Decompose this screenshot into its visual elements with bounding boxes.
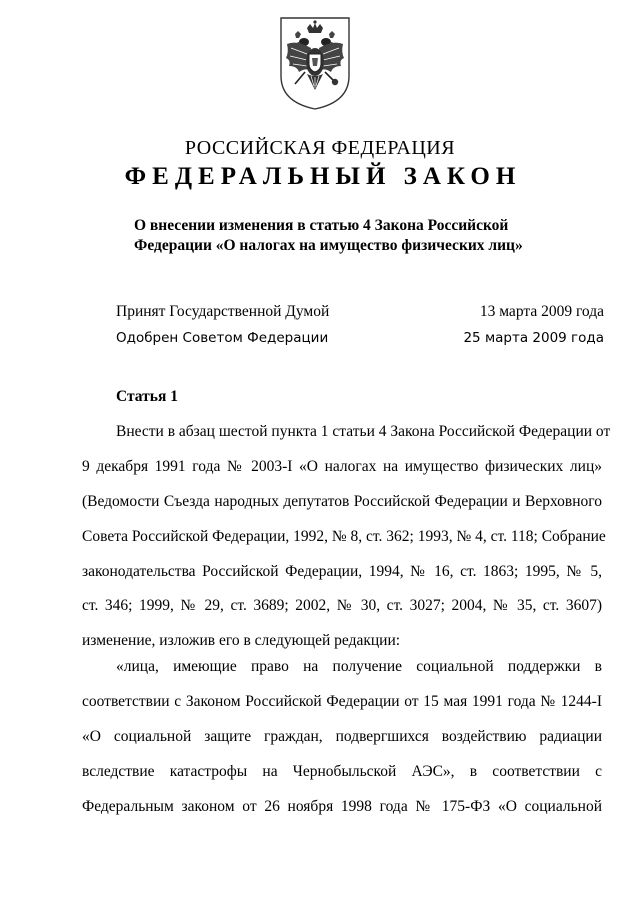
text-line: изменение, изложив его в следующей редакции: [82, 632, 401, 650]
article-paragraph-1 [82, 421, 611, 665]
text-line: Федеральным законом от 26 ноября 1998 года № 175-ФЗ «О социальной [82, 797, 602, 815]
text-line: 9 декабря 1991 года № 2003-I «О налогах на имущество физических лиц» [82, 457, 602, 475]
text-line: (Ведомости Съезда народных депутатов Российской Федерации и Верховного [82, 492, 602, 510]
country-heading: РОССИЙСКАЯ ФЕДЕРАЦИЯ [184, 137, 456, 159]
coat-of-arms-emblem [277, 14, 353, 112]
duma-label: Принят Государственной Думой [116, 303, 330, 320]
text-line: «лица, имеющие право на получение социальной поддержки в [116, 658, 602, 675]
council-label: Одобрен Советом Федерации [116, 330, 329, 346]
council-date: 25 марта 2009 года [463, 330, 604, 346]
law-title-line: О внесении изменения в статью 4 Закона Российской [134, 217, 509, 234]
text-line: законодательства Российской Федерации, 1994, № 16, ст. 1863; 1995, № 5, [82, 562, 602, 580]
document-type-heading: ФЕДЕРАЛЬНЫЙ ЗАКОН [124, 163, 522, 190]
text-line: «О социальной защите граждан, подвергшихся воздействию радиации [82, 727, 602, 745]
article-paragraph-2 [82, 656, 602, 830]
law-title [134, 216, 554, 256]
article-heading: Статья 1 [116, 388, 178, 405]
text-line: соответствии с Законом Российской Федерации от 15 мая 1991 года № 1244-I [82, 692, 602, 710]
text-line: Совета Российской Федерации, 1992, № 8, ст. 362; 1993, № 4, ст. 118; Собрание [82, 527, 606, 545]
duma-date: 13 марта 2009 года [479, 303, 604, 320]
law-title-line: Федерации «О налогах на имущество физических лиц» [134, 237, 523, 254]
text-line: Внести в абзац шестой пункта 1 статьи 4 Закона Российской Федерации от [116, 423, 611, 440]
text-line: вследствие катастрофы на Чернобыльской АЭС», в соответствии с [82, 762, 602, 780]
text-line: ст. 346; 1999, № 29, ст. 3689; 2002, № 30, ст. 3027; 2004, № 35, ст. 3607) [82, 597, 602, 615]
